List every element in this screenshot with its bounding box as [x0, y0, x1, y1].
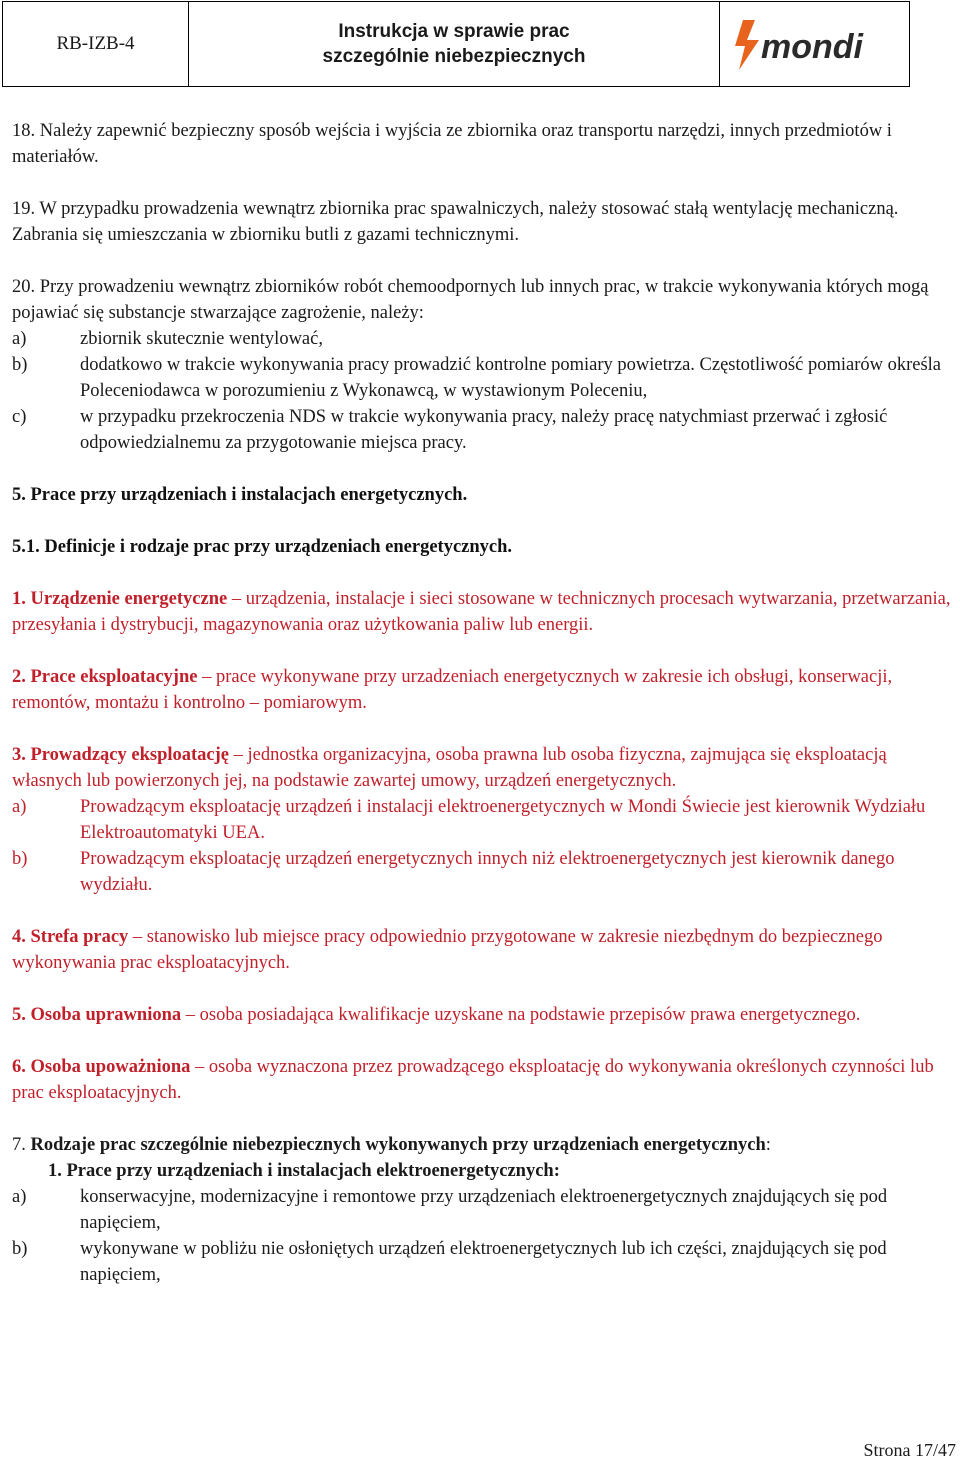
document-body — [12, 118, 957, 1288]
item-19: 19. W przypadku prowadzenia wewnątrz zbiornika prac spawalniczych, należy stosować stałą wentylację mechaniczną. Zabrania się umieszczania w zbiorniku butli z gazami technicznymi. — [12, 199, 899, 245]
item-18: 18. Należy zapewnić bezpieczny sposób wejścia i wyjścia ze zbiornika oraz transportu narzędzi, innych przedmiotów i materiałów. — [12, 121, 892, 167]
doc-title — [189, 2, 720, 86]
definition-5: 5. Osoba uprawniona – osoba posiadająca kwalifikacje uzyskane na podstawie przepisów prawa energetycznego. — [12, 1005, 861, 1025]
doc-code: RB-IZB-4 — [3, 2, 189, 86]
definition-4: 4. Strefa pracy – stanowisko lub miejsce pracy odpowiednio przygotowane w zakresie niezbędnym do bezpiecznego wykonywania prac eksploatacyjnych. — [12, 927, 883, 973]
definition-2: 2. Prace eksploatacyjne – prace wykonywane przy urzadzeniach energetycznych w zakresie ich obsługi, konserwacji, remontów, montażu i kontrolno – pomiarowym. — [12, 667, 893, 713]
item-7-sub-1: 1. Prace przy urządzeniach i instalacjach elektroenergetycznych: — [48, 1161, 560, 1181]
definition-6: 6. Osoba upoważniona – osoba wyznaczona przez prowadzącego eksploatację do wykonywania określonych czynności lub prac eksploatacyjnych. — [12, 1057, 934, 1103]
item-20: 20. Przy prowadzeniu wewnątrz zbiorników robót chemoodpornych lub innych prac, w trakcie wykonywania których mogą pojawiać się substancje stwarzające zagrożenie, należy: — [12, 277, 929, 323]
item-20-a: a) zbiornik skutecznie wentylować, — [12, 329, 323, 349]
doc-title-line2: szczególnie niebezpiecznych — [322, 46, 586, 67]
item-7-b: b) wykonywane w pobliżu nie osłoniętych urządzeń elektroenergetycznych lub ich części, znajdujących się pod napięciem, — [12, 1239, 887, 1285]
mondi-logo-icon — [725, 14, 905, 74]
definition-3: 3. Prowadzący eksploatację – jednostka organizacyjna, osoba prawna lub osoba fizyczna, zajmująca się eksploatacją własnych lub powierzonych jej, na podstawie zawartej umowy, urządzeń energetycznych. — [12, 745, 887, 791]
section-5-heading: 5. Prace przy urządzeniach i instalacjach energetycznych. — [12, 485, 468, 505]
definition-3-b: b) Prowadzącym eksploatację urządzeń energetycznych innych niż elektroenergetycznych jest kierownik danego wydziału. — [12, 849, 895, 895]
item-20-b: b) dodatkowo w trakcie wykonywania pracy prowadzić kontrolne pomiary powietrza. Częstotliwość pomiarów określa Poleceniodawca w porozumieniu z Wykonawcą, w wystawionym Poleceniu, — [12, 355, 942, 401]
item-7-a: a) konserwacyjne, modernizacyjne i remontowe przy urządzeniach elektroenergetycznych znajdujących się pod napięciem, — [12, 1187, 888, 1233]
document-header — [2, 1, 910, 87]
section-5-1-heading: 5.1. Definicje i rodzaje prac przy urządzeniach energetycznych. — [12, 537, 513, 557]
item-20-c: c) w przypadku przekroczenia NDS w trakcie wykonywania pracy, należy pracę natychmiast przerwać i zgłosić odpowiedzialnemu za przygotowanie miejsca pracy. — [12, 407, 888, 453]
definition-1: 1. Urządzenie energetyczne – urządzenia, instalacje i sieci stosowane w technicznych procesach wytwarzania, przetwarzania, przesyłania i dystrybucji, magazynowania oraz użytkowania paliw lub energii. — [12, 589, 951, 635]
doc-title-line1: Instrukcja w sprawie prac — [338, 21, 570, 42]
mondi-logo — [720, 2, 909, 86]
page-number: Strona 17/47 — [863, 1440, 956, 1460]
item-7: 7. Rodzaje prac szczególnie niebezpiecznych wykonywanych przy urządzeniach energetycznych: — [12, 1135, 771, 1155]
logo-text: mondi — [760, 28, 863, 66]
definition-3-a: a) Prowadzącym eksploatację urządzeń i instalacji elektroenergetycznych w Mondi Świecie jest kierownik Wydziału Elektroautomatyki UEA. — [12, 797, 926, 843]
